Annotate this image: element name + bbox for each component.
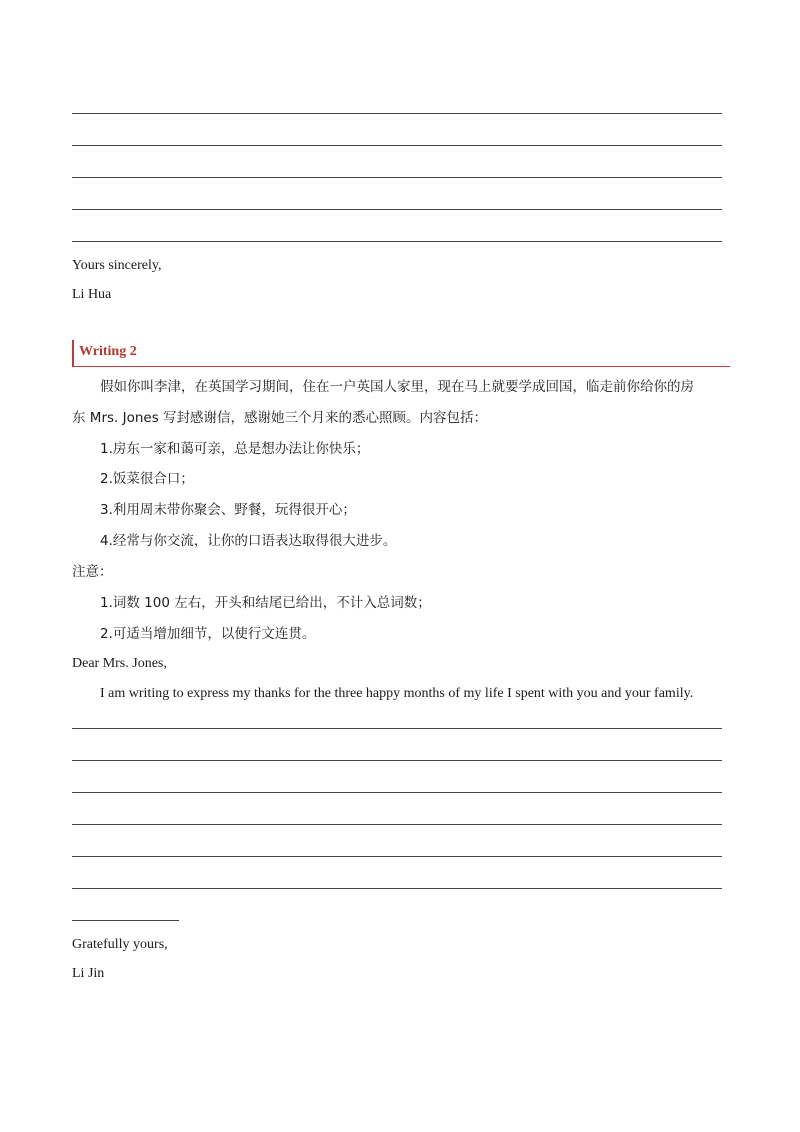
content-item: 4.经常与你交流，让你的口语表达取得很大进步。 (100, 533, 397, 549)
writing-line (72, 241, 722, 242)
writing-line (72, 856, 722, 857)
writing-line (72, 728, 722, 729)
signature-text: Li Hua (72, 287, 112, 302)
writing-line-short (72, 920, 179, 921)
writing-line (72, 113, 722, 114)
note-label: 注意： (72, 564, 113, 580)
writing-line (72, 145, 722, 146)
writing-line (72, 177, 722, 178)
letter-signature: Li Jin (72, 966, 105, 981)
writing-line (72, 824, 722, 825)
writing-line (72, 792, 722, 793)
letter-greeting: Dear Mrs. Jones, (72, 656, 167, 671)
content-item: 2.饭菜很合口； (100, 471, 194, 487)
letter-opening: I am writing to express my thanks for the three happy months of my life I spent with you and your family. (100, 686, 694, 701)
writing-line (72, 888, 722, 889)
letter-closing: Gratefully yours, (72, 937, 168, 952)
prompt-text-line-1: 假如你叫李津，在英国学习期间，住在一户英国人家里，现在马上就要学成回国，临走前你给你的房 (100, 379, 694, 395)
content-item: 1.房东一家和蔼可亲，总是想办法让你快乐； (100, 441, 370, 457)
section-heading (72, 340, 730, 367)
note-item: 1.词数 100 左右，开头和结尾已给出，不计入总词数； (100, 595, 431, 611)
prompt-text-line-2: 东 Mrs. Jones 写封感谢信，感谢她三个月来的悉心照顾。内容包括： (72, 410, 488, 426)
section-heading-label: Writing 2 (79, 344, 137, 359)
note-item: 2.可适当增加细节，以使行文连贯。 (100, 626, 316, 642)
closing-text: Yours sincerely, (72, 258, 162, 273)
writing-line (72, 209, 722, 210)
writing-line (72, 760, 722, 761)
content-item: 3.利用周末带你聚会、野餐，玩得很开心； (100, 502, 356, 518)
